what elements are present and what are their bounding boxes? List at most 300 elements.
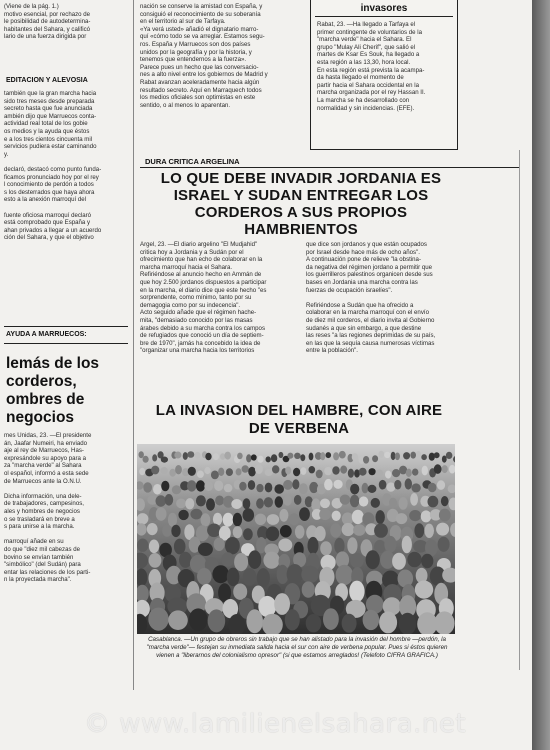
- box-body: [317, 21, 451, 145]
- crowd-figure: [207, 524, 221, 538]
- text-line: fuerzas de ocupación israelíes".: [306, 286, 393, 294]
- text-line: l conocimiento de perdón a todos: [4, 181, 94, 189]
- crowd-figure: [152, 454, 157, 461]
- crowd-figure: [153, 484, 162, 495]
- crowd-figure: [206, 498, 215, 510]
- crowd-photo: [137, 444, 455, 634]
- news-box: [310, 0, 458, 150]
- text-line: expresándole su apoyo para a: [4, 454, 86, 462]
- text-line: los guerrilleros palestinos organicen desde sus: [306, 271, 433, 279]
- crowd-figure: [243, 508, 255, 522]
- crowd-figure: [405, 478, 412, 489]
- crowd-figure: [359, 468, 367, 476]
- crowd-figure: [215, 496, 224, 506]
- crowd-figure: [385, 471, 391, 479]
- crowd-figure: [350, 484, 359, 495]
- text-line: bovino se envían también: [4, 553, 74, 561]
- crowd-figure: [336, 565, 353, 586]
- headline-line: LO QUE DEBE INVADIR JORDANIA ES: [160, 170, 442, 187]
- crowd-figure: [242, 465, 249, 472]
- crowd-figure: [320, 499, 330, 509]
- crowd-figure: [176, 499, 186, 509]
- headline-line: LA INVASION DEL HAMBRE, CON AIRE: [155, 402, 443, 419]
- crowd-figure: [392, 469, 400, 477]
- text-line: A continuación pone de relieve "la obstina-: [306, 256, 421, 264]
- crowd-figure: [196, 495, 206, 506]
- crowd-figure: [391, 452, 396, 460]
- crowd-figure: [359, 496, 368, 506]
- crowd-figure: [213, 453, 219, 460]
- crowd-figure: [187, 480, 197, 491]
- text-line: grupo "Mulay Ali Cherif", que salió el: [317, 43, 416, 51]
- text-line: está comprobado que España y: [4, 219, 91, 227]
- crowd-figure: [139, 451, 144, 458]
- photo-headline: [140, 402, 458, 438]
- crowd-figure: [339, 451, 346, 459]
- text-line: de refugiados que conoció un día de septiem-: [140, 332, 264, 340]
- crowd-figure: [205, 453, 211, 461]
- crowd-figure: [319, 509, 331, 520]
- crowd-figure: [372, 455, 378, 462]
- text-line: mita, "demasiado conocido por las masas: [140, 316, 253, 324]
- ayuda-title-line: corderos,: [6, 373, 77, 390]
- crowd-figure: [411, 483, 420, 492]
- crowd-figure: [324, 479, 333, 490]
- crowd-figure: [278, 539, 292, 552]
- crowd-figure: [190, 509, 202, 520]
- text-line: «Ya verá usted» añadió el dignatario marro-: [140, 25, 259, 33]
- crowd-figure: [156, 495, 167, 506]
- text-line: también que la gran marcha hacia: [4, 90, 97, 97]
- crowd-figure: [275, 496, 283, 507]
- crowd-figure: [295, 525, 305, 539]
- crowd-figure: [332, 466, 339, 474]
- crowd-figure: [410, 452, 416, 459]
- crowd-figure: [143, 456, 149, 463]
- text-line: en el territorio al sur de Tarfaya.: [140, 18, 226, 26]
- text-line: bases en Jordania una marcha contra las: [306, 278, 418, 286]
- crowd-figure: [384, 536, 396, 553]
- text-line: án, Jaafar Numeiri, ha enviado: [4, 439, 87, 447]
- crowd-figure: [233, 513, 242, 527]
- text-line: [4, 485, 128, 493]
- crowd-figure: [236, 468, 242, 475]
- crowd-figure: [324, 467, 332, 475]
- crowd-figure: [266, 526, 279, 541]
- crowd-figure: [437, 480, 445, 490]
- crowd-figure: [234, 553, 248, 571]
- crowd-figure: [256, 498, 264, 508]
- crowd-figure: [214, 481, 223, 492]
- text-line: "simbólico" (del Sudán) para: [4, 561, 81, 569]
- ayuda-title: [6, 355, 130, 427]
- crowd-figure: [224, 452, 231, 460]
- crowd-figure: [340, 466, 347, 474]
- crowd-figure: [402, 536, 412, 554]
- crowd-figure: [421, 510, 432, 522]
- crowd-figure: [403, 452, 410, 459]
- crowd-figure: [174, 452, 181, 459]
- crowd-figure: [183, 452, 188, 460]
- crowd-figure: [188, 467, 196, 476]
- text-line: "marcha verde" hacia el Sahara. El: [317, 36, 412, 44]
- text-line: entre la población".: [306, 347, 358, 355]
- text-line: Parece pues un hecho que las conversacio-: [140, 63, 259, 71]
- crowd-figure: [287, 564, 303, 585]
- text-line: marroquí añade en su: [4, 538, 64, 546]
- middle-column-top: [140, 3, 302, 113]
- crowd-figure: [214, 538, 225, 551]
- text-line: servicios pudiera estar caminando: [4, 143, 97, 151]
- text-line: Rabat, 23. —Ha llegado a Tarfaya el: [317, 21, 416, 28]
- text-line: le posibilidad de autodetermina-: [4, 18, 91, 26]
- crowd-figure: [196, 480, 205, 491]
- crowd-figure: [422, 466, 428, 476]
- ayuda-title-line: negocios: [6, 409, 75, 426]
- text-line: que hoy 2.500 jordanos dispuestos a participar: [140, 278, 267, 286]
- text-line: ol español, informó a esta sede: [4, 469, 89, 477]
- crowd-figure: [292, 479, 299, 489]
- crowd-figure: [172, 485, 181, 494]
- text-line: da hasta llegado el momento de: [317, 74, 404, 82]
- text-line: que dice son jordanos y que están ocupados: [306, 241, 427, 248]
- crowd-figure: [332, 511, 341, 521]
- crowd-figure: [395, 453, 400, 461]
- text-line: Refiriéndose a Sudán que ha ofrecido a: [306, 301, 414, 309]
- text-line: normalidad y sin incidencias. (EFE).: [317, 104, 415, 112]
- ayuda-title-line: ombres de: [6, 391, 85, 408]
- crowd-figure: [263, 552, 279, 569]
- text-line: Dicha información, una dele-: [4, 492, 82, 500]
- text-line: tenemos que entendernos a la fuerza».: [140, 56, 247, 64]
- text-line: quí «cómo todo se va arreglar. Estamos segu-: [140, 33, 265, 41]
- crowd-figure: [352, 510, 364, 524]
- crowd-figure: [424, 524, 434, 538]
- crowd-figure: [143, 482, 152, 492]
- text-line: en la marcha, el diario dice que este hecho "es: [140, 286, 267, 294]
- text-line: los medios oficiales son optimistas en este: [140, 94, 256, 102]
- crowd-figure: [279, 452, 284, 458]
- crowd-figure: [409, 510, 421, 521]
- text-line: da negativa del régimen jordano a permitir que: [306, 263, 433, 271]
- text-line: las reses "a las regiones deprimidas de su país,: [306, 332, 436, 340]
- crowd-figure: [407, 552, 421, 568]
- crowd-figure: [274, 484, 284, 494]
- text-line: esto a la anexión marroquí del: [4, 196, 86, 204]
- crowd-figure: [212, 565, 229, 583]
- crowd-figure: [272, 465, 279, 473]
- crowd-figure: [251, 454, 257, 460]
- crowd-figure: [255, 514, 266, 525]
- text-line: Rabat avanzan aceleradamente hacia algún: [140, 78, 260, 86]
- text-line: esta región a las 13,30, hora local.: [317, 58, 411, 66]
- text-line: motivo esencial, por rechazo de: [4, 10, 91, 18]
- text-line: entar las relaciones de los parti-: [4, 568, 91, 576]
- crowd-figure: [389, 498, 397, 508]
- crowd-figure: [439, 509, 451, 522]
- text-line: En esta región está prevista la acampa-: [317, 66, 425, 74]
- crowd-figure: [227, 568, 240, 587]
- crowd-figure: [446, 452, 453, 459]
- crowd-figure: [421, 554, 433, 568]
- crowd-figure: [168, 610, 188, 630]
- crowd-figure: [434, 611, 454, 634]
- crowd-figure: [300, 454, 305, 461]
- crowd-figure: [178, 510, 188, 520]
- crowd-figure: [384, 452, 390, 458]
- crowd-figure: [243, 528, 253, 540]
- box-title-rule: [315, 16, 453, 17]
- kicker-rule: [140, 167, 520, 168]
- text-line: [4, 531, 128, 539]
- text-line: e a los tres cientos cincuenta mil: [4, 135, 93, 143]
- text-line: sorprendente, como mínimo, tanto por su: [140, 294, 252, 302]
- crowd-figure: [137, 539, 148, 552]
- text-line: lario de una fuerza dirigida por: [4, 33, 87, 41]
- text-line: ales y hombres de negocios: [4, 507, 80, 515]
- crowd-photo-graphic: [137, 444, 455, 634]
- text-line: critica hoy a Jordania y a Sudán por el: [140, 248, 244, 256]
- crowd-figure: [350, 553, 364, 568]
- crowd-figure: [333, 452, 339, 460]
- left-column-rule: [4, 326, 128, 327]
- crowd-figure: [353, 524, 365, 536]
- crowd-figure: [342, 523, 355, 536]
- crowd-figure: [396, 513, 408, 524]
- crowd-figure: [386, 482, 395, 491]
- crowd-figure: [187, 451, 194, 458]
- crowd-figure: [231, 499, 242, 509]
- crowd-figure: [379, 611, 397, 633]
- crowd-figure: [320, 541, 332, 555]
- crowd-figure: [265, 469, 273, 476]
- crowd-figure: [246, 609, 263, 633]
- crowd-figure: [256, 484, 263, 492]
- text-line: s los desterrados que haya ahora: [4, 188, 95, 196]
- crowd-figure: [442, 465, 448, 473]
- text-line: ficamos pronunciado hoy por el rey: [4, 173, 99, 181]
- text-line: [4, 204, 128, 212]
- crowd-figure: [410, 493, 418, 506]
- page-edge: [532, 0, 550, 750]
- article-column-2: [306, 241, 462, 363]
- text-line: ambién dijo que Marruecos conta-: [4, 112, 97, 120]
- text-line: [4, 158, 128, 166]
- crowd-figure: [285, 467, 291, 475]
- crowd-figure: [416, 451, 421, 458]
- crowd-figure: [300, 467, 306, 475]
- text-line: resultado secreto. Aquí en Marraquech todos: [140, 86, 262, 94]
- left-column-body: [4, 90, 128, 315]
- text-line: unidos por la geografía y por la historia, y: [140, 48, 252, 56]
- crowd-figure: [266, 456, 271, 462]
- crowd-figure: [334, 538, 344, 554]
- crowd-figure: [309, 466, 316, 473]
- text-line: sentido, o al menos lo aparentan.: [140, 101, 231, 109]
- crowd-figure: [248, 480, 255, 490]
- crowd-figure: [316, 470, 323, 479]
- crowd-figure: [374, 540, 386, 553]
- headline-line: HAMBRIENTOS: [244, 221, 358, 238]
- text-line: s para unirse a la marcha.: [4, 523, 75, 531]
- crowd-figure: [349, 581, 364, 603]
- crowd-figure: [363, 456, 369, 464]
- crowd-figure: [334, 480, 343, 489]
- text-line: [306, 294, 462, 302]
- crowd-figure: [376, 510, 385, 524]
- text-line: ción del Sahara, y que el objetivo: [4, 234, 94, 242]
- crowd-figure: [211, 471, 219, 480]
- crowd-figure: [428, 496, 439, 508]
- article-column-1: [140, 241, 298, 363]
- text-line: sido tres meses desde preparada: [4, 97, 95, 105]
- crowd-figure: [323, 608, 339, 630]
- crowd-figure: [375, 470, 383, 477]
- crowd-figure: [265, 483, 273, 493]
- text-line: partir hacia el Sahara occidental en la: [317, 81, 419, 89]
- text-line: en las que la sequía causa numerosas víctimas: [306, 339, 435, 347]
- ayuda-body: [4, 432, 128, 667]
- crowd-figure: [179, 552, 192, 568]
- crowd-figure: [147, 523, 158, 535]
- crowd-figure: [185, 498, 194, 509]
- crowd-figure: [379, 480, 387, 490]
- ayuda-title-line: lemás de los: [6, 355, 100, 372]
- text-line: mes Unidas, 23. —El presidente: [4, 432, 92, 439]
- crowd-figure: [294, 453, 301, 459]
- crowd-figure: [368, 485, 377, 493]
- text-line: sudanés a que sin embargo, a que destine: [306, 324, 422, 332]
- crowd-figure: [175, 465, 182, 474]
- crowd-figure: [399, 613, 416, 634]
- crowd-figure: [379, 451, 385, 458]
- crowd-figure: [243, 498, 251, 509]
- crowd-figure: [306, 614, 322, 632]
- ayuda-rule: [4, 343, 128, 344]
- text-line: declaró, destacó como punto funda-: [4, 165, 102, 173]
- left-column-top: [4, 3, 128, 47]
- text-line: demagogia como por su indecencia".: [140, 301, 241, 309]
- crowd-figure: [438, 537, 450, 552]
- crowd-figure: [320, 452, 325, 460]
- text-line: za "marcha verde" al Sahara: [4, 462, 82, 470]
- text-line: colaborar en la marcha marroquí con el envío: [306, 309, 429, 317]
- article-headline: [140, 170, 462, 238]
- crowd-figure: [137, 513, 148, 524]
- crowd-figure: [309, 482, 318, 493]
- crowd-figure: [151, 466, 159, 475]
- text-line: Acto seguido añade que el régimen hache-: [140, 309, 257, 317]
- crowd-figure: [162, 525, 172, 537]
- headline-line: ISRAEL Y SUDAN ENTREGAR LOS: [173, 187, 429, 204]
- crowd-figure: [233, 584, 247, 600]
- crowd-figure: [161, 457, 168, 463]
- crowd-figure: [340, 495, 351, 505]
- crowd-figure: [309, 453, 314, 461]
- crowd-figure: [169, 469, 176, 477]
- photo-caption: Casablanca. —Un grupo de obreros sin trabajo que se han alistado para la invasión del hombre —perdón, la "marcha verde"— festejan su inmediata salida hacia el sur con aire de verbena popular. Pues si éstos quieren vienen a "liberarnos del colonialismo opresor" (si que estamos arreglados! (Telefoto CIFRA GRAFICA.): [146, 636, 448, 659]
- crowd-figure: [348, 469, 354, 478]
- crowd-figure: [285, 609, 300, 630]
- crowd-figure: [429, 453, 435, 461]
- crowd-figure: [392, 553, 406, 570]
- crowd-figure: [369, 468, 376, 475]
- text-line: ros. España y Marruecos son dos países: [140, 40, 251, 48]
- headline-line: CORDEROS A SUS PROPIOS: [194, 204, 408, 221]
- text-line: bre de 1970", jamás ha concebido la idea de: [140, 339, 261, 347]
- crowd-figure: [264, 497, 273, 507]
- text-line: Argel, 23. —El diario argelino "El Mudjahid": [140, 241, 258, 248]
- crowd-figure: [139, 468, 145, 476]
- text-line: (Viene de la pág. 1.): [4, 3, 59, 10]
- crowd-figure: [434, 452, 440, 458]
- crowd-figure: [257, 568, 270, 587]
- text-line: nes a alto nivel entre los gobiernos de Madrid y: [140, 71, 268, 79]
- crowd-figure: [287, 453, 293, 459]
- crowd-figure: [352, 453, 358, 461]
- crowd-figure: [421, 454, 427, 460]
- crowd-figure: [350, 495, 359, 508]
- box-title: invasores: [360, 3, 408, 14]
- text-line: habitantes del Sahara, y calificó: [4, 25, 91, 33]
- crowd-figure: [165, 494, 174, 506]
- text-line: do que "diez mil cabezas de: [4, 545, 81, 553]
- crowd-figure: [243, 568, 257, 586]
- crowd-figure: [267, 514, 279, 525]
- crowd-figure: [197, 568, 212, 585]
- crowd-figure: [156, 507, 167, 521]
- crowd-figure: [233, 526, 243, 538]
- crowd-figure: [148, 608, 168, 631]
- headline-line: DE VERBENA: [248, 420, 350, 437]
- crowd-figure: [161, 481, 169, 492]
- text-line: nación se conserve la amistad con España, y: [140, 3, 263, 10]
- crowd-figure: [248, 467, 256, 477]
- crowd-figure: [189, 608, 208, 631]
- crowd-figure: [149, 553, 162, 568]
- text-line: árabes debido a su marcha contra los campos: [140, 324, 265, 332]
- crowd-figure: [299, 507, 310, 521]
- crowd-figure: [149, 540, 159, 554]
- text-line: primer contingente de voluntarios de la: [317, 28, 423, 36]
- crowd-figure: [415, 581, 433, 599]
- crowd-figure: [221, 552, 234, 567]
- crowd-figure: [436, 523, 449, 536]
- text-line: de diez mil corderos, el diario invita al Gobierno: [306, 316, 435, 324]
- crowd-figure: [225, 537, 240, 554]
- crowd-figure: [223, 513, 234, 527]
- text-line: ofrecimiento que han echo de colaborar en la: [140, 256, 263, 264]
- text-line: por Israel desde hace más de ocho años".: [306, 248, 420, 256]
- crowd-figure: [442, 456, 447, 463]
- crowd-figure: [293, 468, 300, 477]
- crowd-figure: [204, 467, 210, 474]
- crowd-figure: [218, 468, 224, 476]
- crowd-figure: [294, 495, 302, 505]
- crowd-figure: [198, 543, 213, 556]
- crowd-figure: [279, 509, 288, 522]
- crowd-figure: [347, 537, 357, 554]
- column-separator: [133, 0, 134, 690]
- crowd-figure: [330, 523, 341, 537]
- text-line: marcha marroquí hacia el Sahara.: [140, 263, 233, 271]
- crowd-figure: [208, 609, 226, 632]
- crowd-figure: [363, 610, 380, 630]
- crowd-figure: [255, 464, 263, 474]
- text-line: ahan privados a llegar a un acuerdo: [4, 226, 102, 234]
- crowd-figure: [302, 581, 315, 597]
- crowd-figure: [371, 498, 380, 508]
